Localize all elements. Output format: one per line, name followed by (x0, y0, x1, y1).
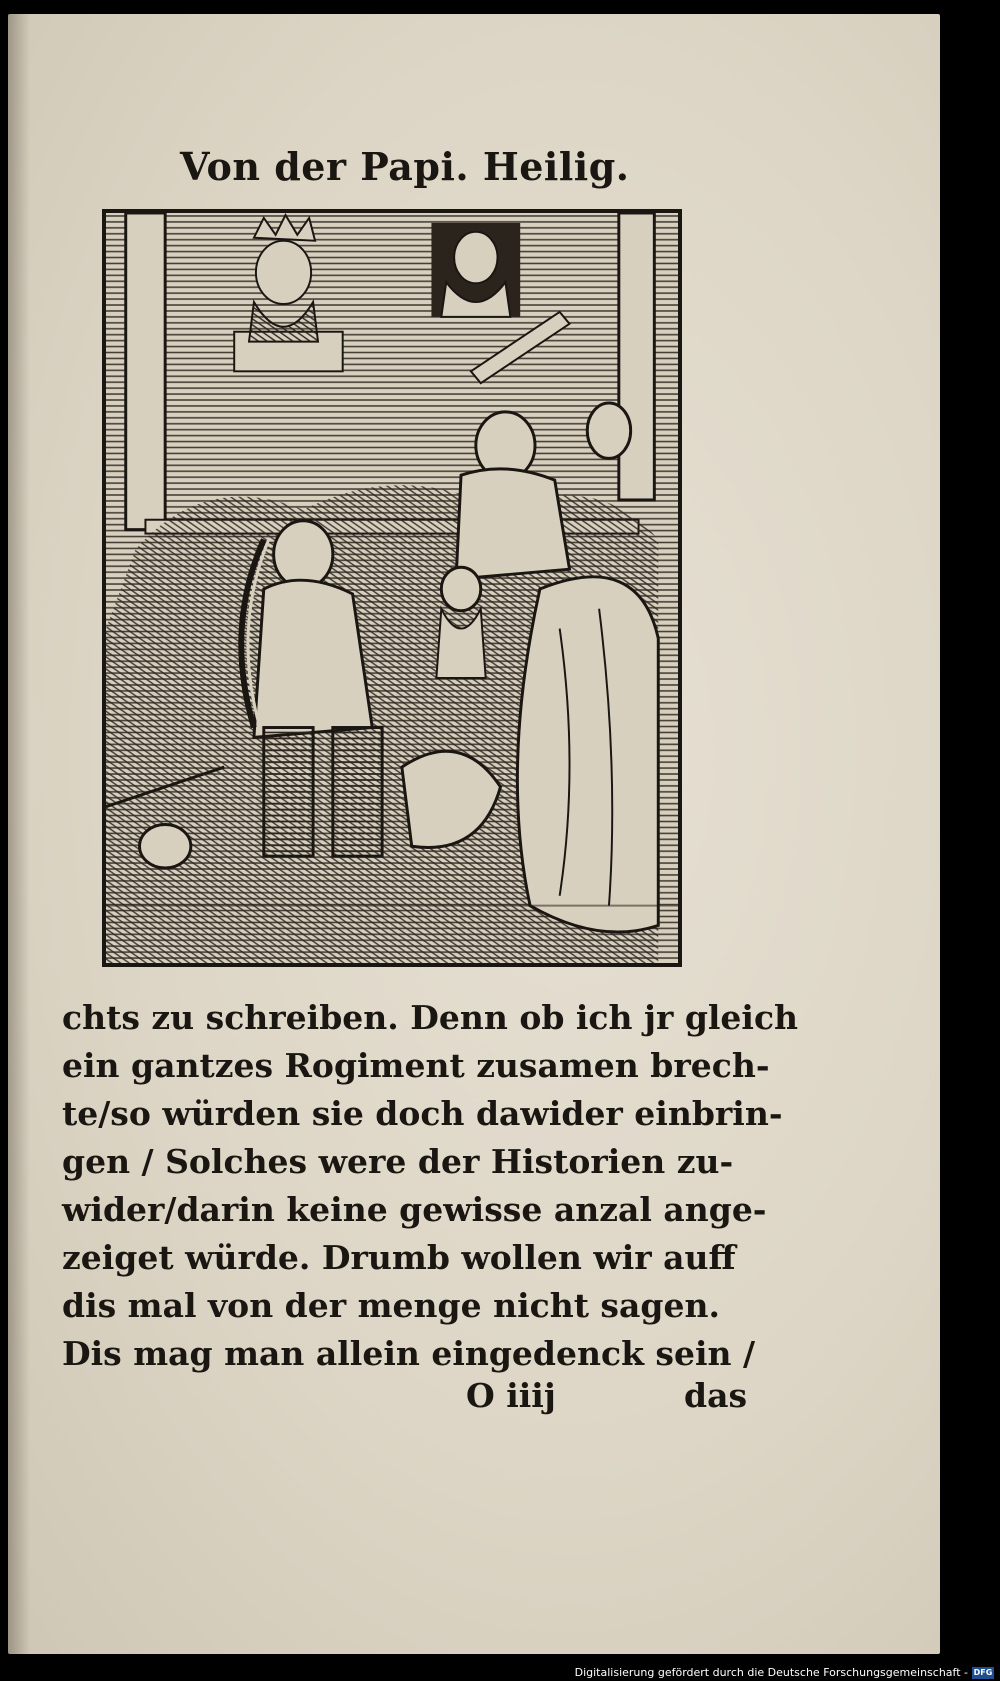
digitization-credit: Digitalisierung gefördert durch die Deutsche Forschungsgemeinschaft - (574, 1666, 968, 1679)
text-line: zeiget würde. Drumb wollen wir auff (62, 1238, 736, 1277)
book-page (8, 14, 940, 1654)
running-head: Von der Papi. Heilig. (180, 144, 630, 189)
text-line: dis mal von der menge nicht sagen. (62, 1286, 720, 1325)
text-line: chts zu schreiben. Denn ob ich jr gleich (62, 998, 799, 1037)
catchword: das (684, 1376, 748, 1415)
text-line: ein gantzes Rogiment zusamen brech- (62, 1046, 770, 1085)
text-line: te/so würden sie doch dawider einbrin- (62, 1094, 783, 1133)
body-text (62, 994, 799, 1378)
woodcut-picture (106, 213, 678, 963)
woodcut-illustration (102, 209, 682, 967)
signature-mark: O iiij (466, 1376, 556, 1415)
signature-catchword-line (8, 1376, 1000, 1424)
dfg-logo-icon: DFG (973, 1668, 993, 1677)
text-line: gen / Solches were der Historien zu- (62, 1142, 734, 1181)
text-line: Dis mag man allein eingedenck sein / (62, 1334, 756, 1373)
text-line: wider/darin keine gewisse anzal ange- (62, 1190, 767, 1229)
